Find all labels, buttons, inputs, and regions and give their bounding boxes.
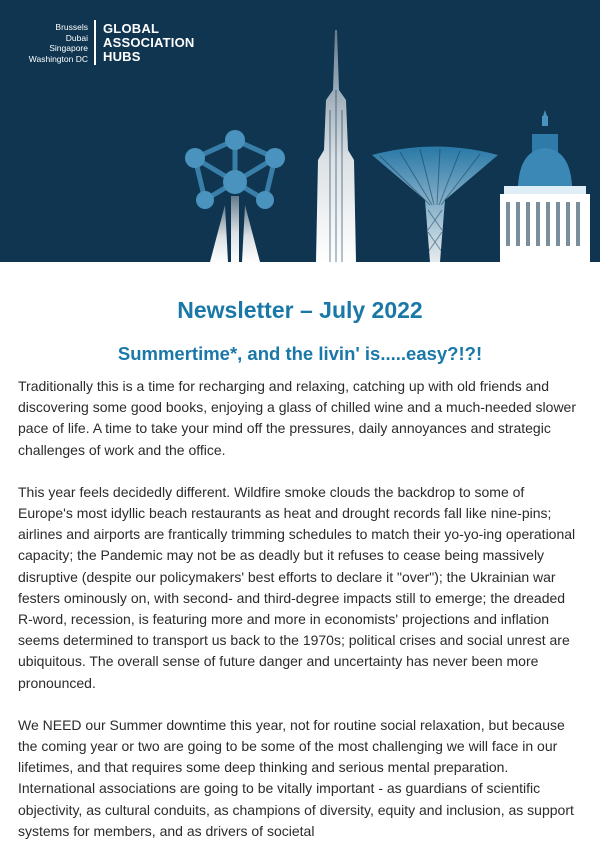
- logo-divider: [94, 20, 96, 65]
- brand-line: GLOBAL: [103, 21, 160, 36]
- capitol-dome-icon: [500, 110, 590, 262]
- brand-line: ASSOCIATION: [103, 35, 195, 50]
- article-body: [0, 296, 600, 842]
- logo-city: Singapore: [49, 43, 88, 53]
- logo-city: Brussels: [55, 22, 88, 32]
- supertree-icon: [372, 147, 498, 263]
- article-paragraph: This year feels decidedly different. Wildfire smoke clouds the backdrop to some of Europe's most idyllic beach restaurants as heat and drought records fall like nine-pins; airlines and airports are frantically trimming schedules to match their yo-yo-ing operational capacity; the Pandemic may not be as deadly but it refuses to cease being massively disruptive (despite our policymakers' best efforts to declare it "over"); the Ukrainian war festers ominously on, with second- and third-degree impacts still to emerge; the dreaded R-word, recession, is featuring more and more in economists' projections and inflation seems determined to transport us back to the 1970s; political crises and social unrest are ubiquitous. The overall sense of future danger and uncertainty has never been more pronounced.: [18, 483, 576, 691]
- article-paragraph: We NEED our Summer downtime this year, not for routine social relaxation, but because the coming year or two are going to be some of the most challenging we will face in our lifetimes, and that requires some deep thinking and serious mental preparation. International associations are going to be vitally important - as guardians of scientific objectivity, as cultural conduits, as champions of diversity, equity and inclusion, as support systems for members, and as drivers of societal: [18, 716, 574, 839]
- burj-tower-icon: [316, 30, 356, 262]
- logo-city-list: [29, 22, 88, 64]
- atomium-icon: [185, 130, 285, 262]
- newsletter-title: Newsletter – July 2022: [177, 297, 423, 323]
- article-subtitle: Summertime*, and the livin' is.....easy?!?!: [117, 343, 483, 364]
- article-paragraph: Traditionally this is a time for recharging and relaxing, catching up with old friends and discovering some good books, enjoying a glass of chilled wine and a much-needed slower pace of life. A time to take your mind off the pressures, daily annoyances and strategic challenges of work and the office.: [18, 378, 576, 458]
- brand-line: HUBS: [103, 49, 141, 64]
- logo-city: Dubai: [65, 32, 88, 43]
- skyline-illustration: [0, 0, 600, 262]
- brand-logo: [103, 22, 195, 64]
- header-banner: [0, 0, 600, 262]
- logo-city: Washington DC: [28, 53, 88, 64]
